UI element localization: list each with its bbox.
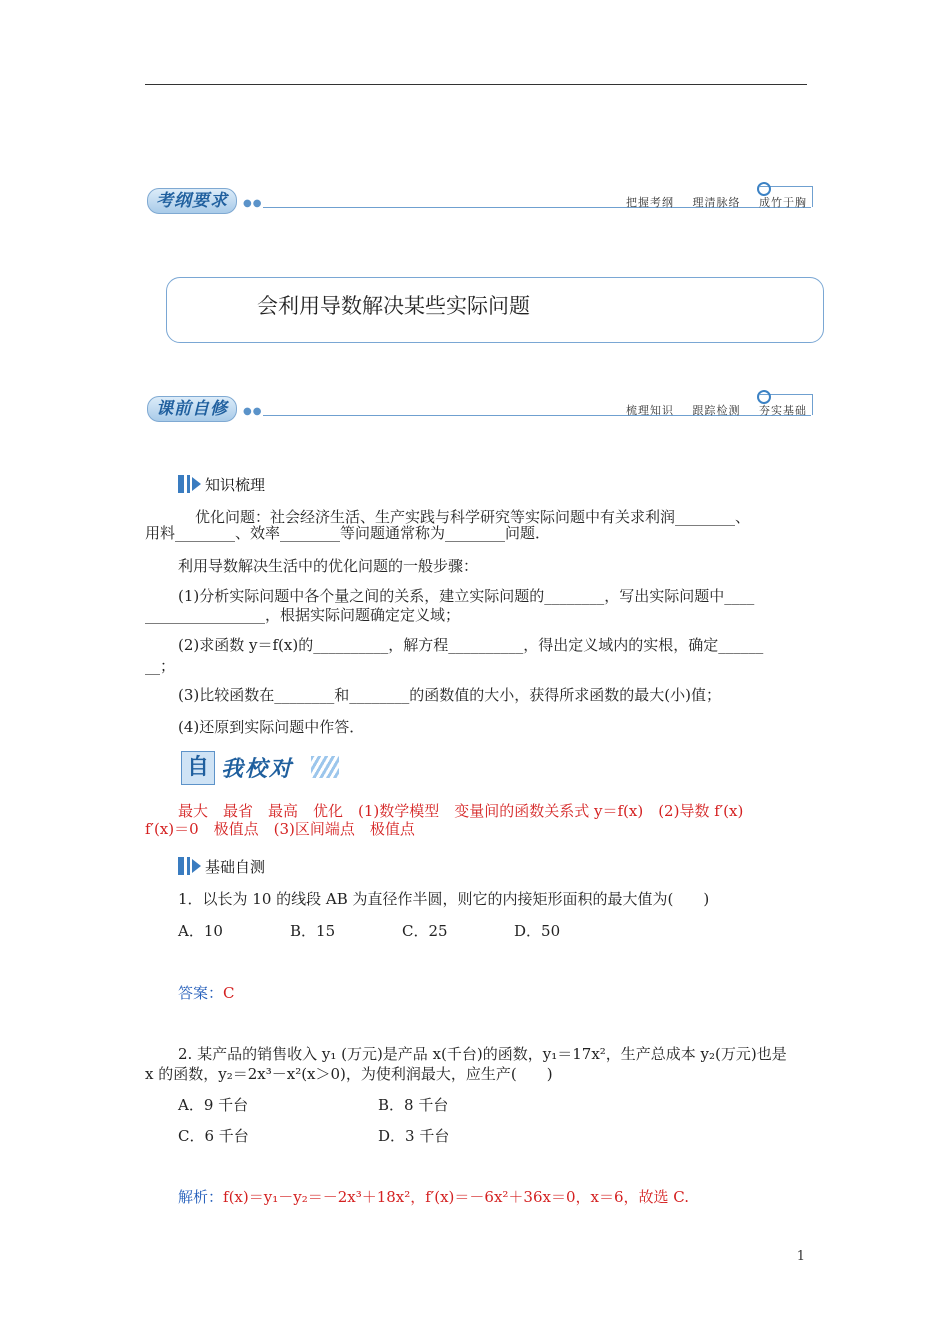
banner-tag: 理清脉络 xyxy=(692,196,741,209)
option: D．50 xyxy=(514,922,561,940)
stroke-decoration xyxy=(311,756,339,778)
answer-line: f′(x)＝0 极值点 (3)区间端点 极值点 xyxy=(145,820,415,838)
banner-tag: 夯实基础 xyxy=(759,404,807,417)
option: A．10 xyxy=(178,922,223,940)
banner-tag: 把握考纲 xyxy=(626,196,674,209)
section-badge: 考纲要求 xyxy=(147,188,237,214)
question-1: 1．以长为 10 的线段 AB 为直径作半圆，则它的内接矩形面积的最大值为( ) xyxy=(178,890,710,908)
triangle-icon xyxy=(192,859,201,873)
step-2: (2)求函数 y＝f(x)的__________，解方程__________，得出定义域内的实根，确定______ xyxy=(178,636,764,654)
solution-2 xyxy=(178,1186,689,1208)
answer-value: C xyxy=(223,984,235,1002)
solution-text: f(x)＝y₁－y₂＝－2x³＋18x²，f′(x)＝－6x²＋36x＝0，x＝6， xyxy=(223,1188,639,1206)
paragraph: 用料________、效率________等问题通常称为________问题． xyxy=(145,524,551,542)
banner-tags xyxy=(612,402,807,418)
requirement-box xyxy=(166,277,824,343)
triangle-icon xyxy=(192,477,201,491)
banner-tag: 成竹于胸 xyxy=(759,196,807,209)
solution-tail: 故选 C. xyxy=(638,1188,689,1206)
answer-1 xyxy=(178,982,235,1004)
page-number: 1 xyxy=(796,1249,805,1264)
step-2-cont: __； xyxy=(145,657,176,675)
option: A．9 千台 xyxy=(178,1096,249,1114)
answer-line: 最大 最省 最高 优化 (1)数学模型 变量间的函数关系式 y＝f(x) (2)导数 f′(x) xyxy=(178,802,744,820)
self-check-title: 我校对 xyxy=(221,757,294,782)
question-2-cont: x 的函数，y₂＝2x³－x²(x＞0)，为使利润最大，应生产( ) xyxy=(145,1065,553,1083)
option: B．15 xyxy=(290,922,336,940)
self-check-badge xyxy=(181,750,341,786)
section-banner-exam-requirements xyxy=(143,180,813,220)
option: C．25 xyxy=(402,922,448,940)
bar-icon xyxy=(178,857,184,875)
option: D．3 千台 xyxy=(378,1127,450,1145)
banner-tag: 梳理知识 xyxy=(626,404,674,417)
self-check-first-char: 自 xyxy=(181,751,215,785)
section-badge: 课前自修 xyxy=(147,396,237,422)
step-3: (3)比较函数在________和________的函数值的大小，获得所求函数的最大(小)值； xyxy=(178,686,721,704)
bar-icon xyxy=(187,475,190,493)
section-banner-pre-class xyxy=(143,388,813,428)
answer-label: 答案： xyxy=(178,984,224,1002)
heading-label: 知识梳理 xyxy=(205,476,266,494)
step-1-cont: ________________，根据实际问题确定定义域； xyxy=(145,606,461,624)
paragraph: 利用导数解决生活中的优化问题的一般步骤： xyxy=(178,557,479,575)
dots-decoration: ●● xyxy=(243,406,263,417)
header-rule xyxy=(145,84,807,85)
bar-icon xyxy=(178,475,184,493)
requirement-text: 会利用导数解决某些实际问题 xyxy=(257,294,530,318)
option: C．6 千台 xyxy=(178,1127,249,1145)
heading-label: 基础自测 xyxy=(205,858,266,876)
question-2: 2. 某产品的销售收入 y₁ (万元)是产品 x(千台)的函数，y₁＝17x²，生产总成本 y₂(万元)也是 xyxy=(178,1045,787,1063)
step-4: (4)还原到实际问题中作答． xyxy=(178,718,365,736)
step-1: (1)分析实际问题中各个量之间的关系，建立实际问题的________，写出实际问题中____ xyxy=(178,587,755,605)
paragraph: 优化问题：社会经济生活、生产实践与科学研究等实际问题中有关求利润________、 xyxy=(195,508,751,526)
bar-icon xyxy=(187,857,190,875)
banner-tag: 跟踪检测 xyxy=(692,404,741,417)
dots-decoration: ●● xyxy=(243,198,263,209)
option: B．8 千台 xyxy=(378,1096,449,1114)
solution-label: 解析： xyxy=(178,1188,224,1206)
banner-tags xyxy=(612,194,807,210)
